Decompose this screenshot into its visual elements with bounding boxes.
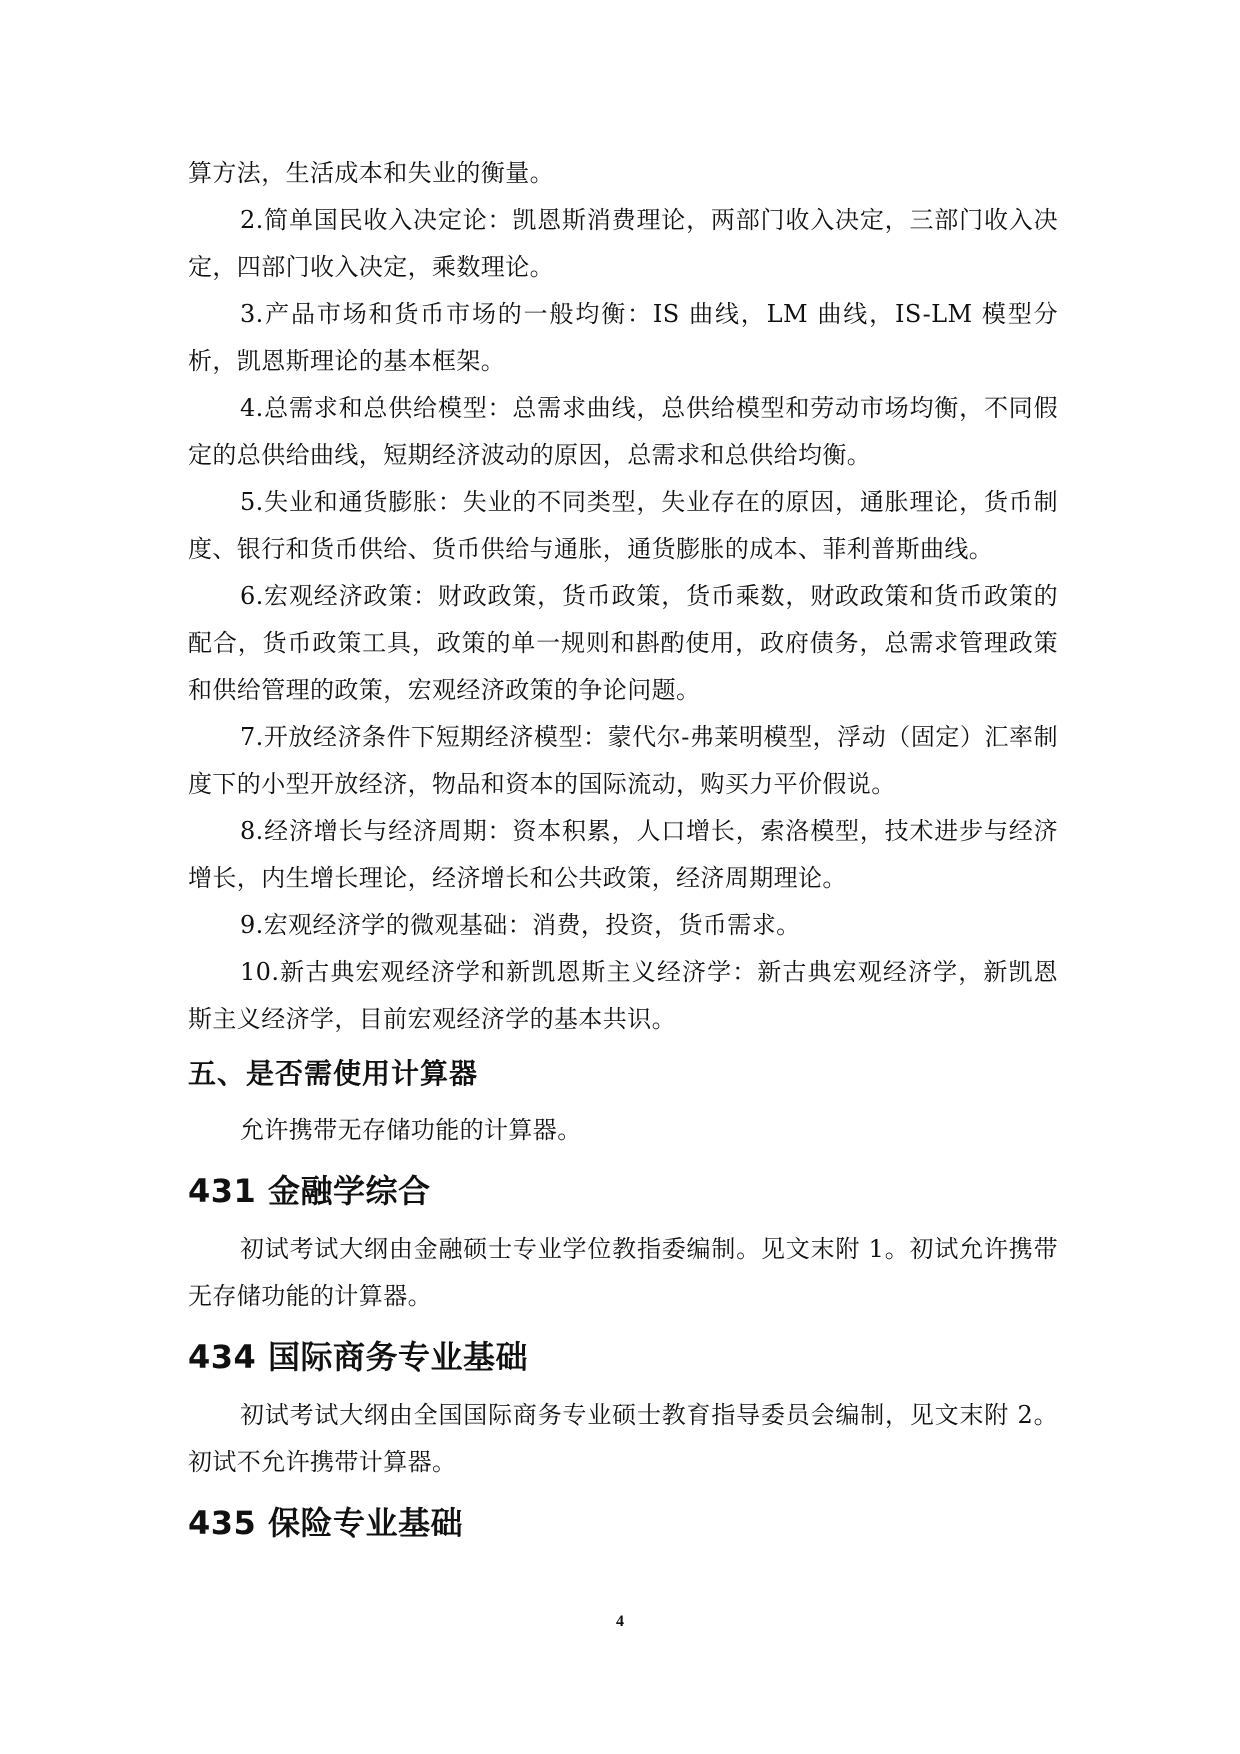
section-heading-calculator: 五、是否需使用计算器 [188,1057,479,1090]
subject-431-text: 初试考试大纲由金融硕士专业学位教指委编制。见文末附 1。初试允许携带无存储功能的计算器。 [188,1235,1058,1310]
outline-item-5: 5.失业和通货膨胀：失业的不同类型，失业存在的原因，通胀理论，货币制度、银行和货币供给、货币供给与通胀，通货膨胀的成本、菲利普斯曲线。 [188,488,1058,563]
outline-item-10: 10.新古典宏观经济学和新凯恩斯主义经济学：新古典宏观经济学，新凯恩斯主义经济学，目前宏观经济学的基本共识。 [188,958,1058,1033]
subject-434-text: 初试考试大纲由全国国际商务专业硕士教育指导委员会编制，见文末附 2。初试不允许携带计算器。 [188,1401,1058,1476]
subject-heading-435: 435 保险专业基础 [188,1504,463,1542]
section-calculator-text: 允许携带无存储功能的计算器。 [240,1116,582,1144]
outline-item-4: 4.总需求和总供给模型：总需求曲线，总供给模型和劳动市场均衡，不同假定的总供给曲线，短期经济波动的原因，总需求和总供给均衡。 [188,394,1058,469]
outline-item-3: 3.产品市场和货币市场的一般均衡：IS 曲线，LM 曲线，IS-LM 模型分析，凯恩斯理论的基本框架。 [188,300,1058,375]
outline-item-2: 2.简单国民收入决定论：凯恩斯消费理论，两部门收入决定，三部门收入决定，四部门收入决定，乘数理论。 [188,206,1058,281]
subject-heading-431: 431 金融学综合 [188,1172,431,1210]
page-number: 4 [616,1613,624,1630]
subject-heading-434: 434 国际商务专业基础 [188,1338,528,1376]
page-content [188,150,1058,1558]
outline-item-9: 9.宏观经济学的微观基础：消费，投资，货币需求。 [240,911,801,939]
paragraph-continuation: 算方法，生活成本和失业的衡量。 [188,159,554,187]
outline-item-7: 7.开放经济条件下短期经济模型：蒙代尔-弗莱明模型，浮动（固定）汇率制度下的小型开放经济，物品和资本的国际流动，购买力平价假说。 [188,723,1058,798]
outline-item-8: 8.经济增长与经济周期：资本积累，人口增长，索洛模型，技术进步与经济增长，内生增长理论，经济增长和公共政策，经济周期理论。 [188,817,1058,892]
outline-item-6: 6.宏观经济政策：财政政策，货币政策，货币乘数，财政政策和货币政策的配合，货币政策工具，政策的单一规则和斟酌使用，政府债务，总需求管理政策和供给管理的政策，宏观经济政策的争论问题。 [188,582,1058,704]
